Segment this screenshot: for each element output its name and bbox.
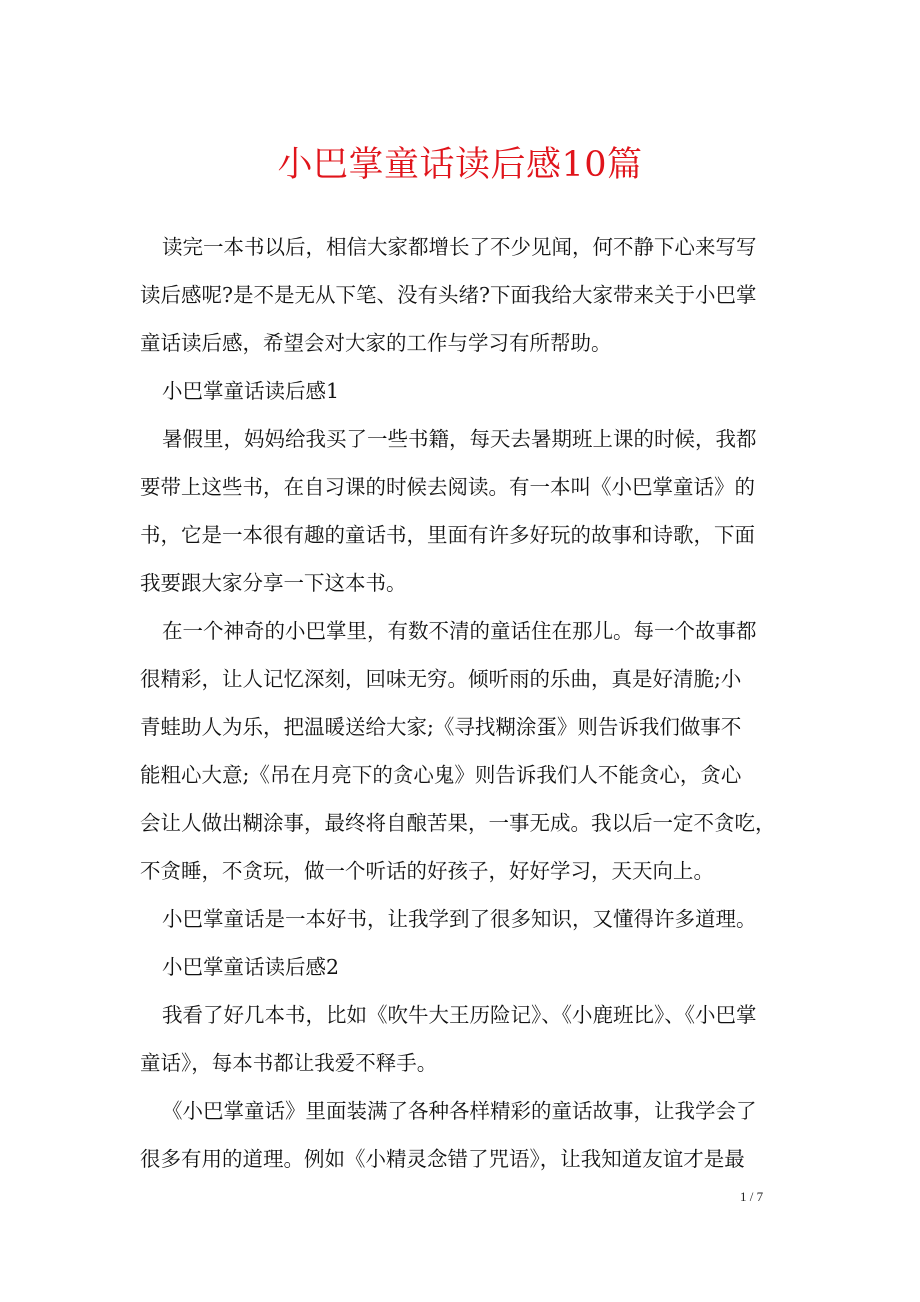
paragraph-line: 暑假里，妈妈给我买了一些书籍，每天去暑期班上课的时候，我都 <box>162 427 757 451</box>
paragraph-line: 在一个神奇的小巴掌里，有数不清的童话住在那儿。每一个故事都 <box>162 619 757 643</box>
paragraph-line: 要带上这些书，在自习课的时候去阅读。有一本叫《小巴掌童话》的 <box>140 475 755 499</box>
paragraph-line: 不贪睡，不贪玩，做一个听话的好孩子，好好学习，天天向上。 <box>140 859 714 883</box>
paragraph-line: 会让人做出糊涂事，最终将自酿苦果，一事无成。我以后一定不贪吃， <box>140 811 776 835</box>
page-title: 小巴掌童话读后感10篇 <box>277 145 643 185</box>
paragraph-line: 书，它是一本很有趣的童话书，里面有许多好玩的故事和诗歌，下面 <box>140 523 755 547</box>
paragraph-line: 很精彩，让人记忆深刻，回味无穷。倾听雨的乐曲，真是好清脆;小 <box>140 667 742 691</box>
paragraph-line: 读后感呢?是不是无从下笔、没有头绪?下面我给大家带来关于小巴掌 <box>140 283 757 307</box>
paragraph-line: 很多有用的道理。例如《小精灵念错了咒语》，让我知道友谊才是最 <box>140 1147 745 1171</box>
paragraph-line: 《小巴掌童话》里面装满了各种各样精彩的童话故事，让我学会了 <box>162 1099 757 1123</box>
paragraph-line: 童话读后感，希望会对大家的工作与学习有所帮助。 <box>140 331 612 355</box>
paragraph-line: 小巴掌童话是一本好书，让我学到了很多知识，又懂得许多道理。 <box>162 907 757 931</box>
paragraph-line: 我看了好几本书，比如《吹牛大王历险记》、《小鹿班比》、《小巴掌 <box>162 1003 757 1027</box>
section-heading: 小巴掌童话读后感2 <box>162 955 340 979</box>
page-number: 1 / 7 <box>740 1189 764 1204</box>
paragraph-line: 我要跟大家分享一下这本书。 <box>140 571 407 595</box>
paragraph-line: 青蛙助人为乐，把温暖送给大家;《寻找糊涂蛋》则告诉我们做事不 <box>140 715 742 739</box>
section-heading: 小巴掌童话读后感1 <box>162 379 340 403</box>
paragraph-line: 读完一本书以后，相信大家都增长了不少见闻，何不静下心来写写 <box>162 235 757 259</box>
paragraph-line: 能粗心大意;《吊在月亮下的贪心鬼》则告诉我们人不能贪心，贪心 <box>140 763 742 787</box>
paragraph-line: 童话》，每本书都让我爱不释手。 <box>140 1051 438 1075</box>
